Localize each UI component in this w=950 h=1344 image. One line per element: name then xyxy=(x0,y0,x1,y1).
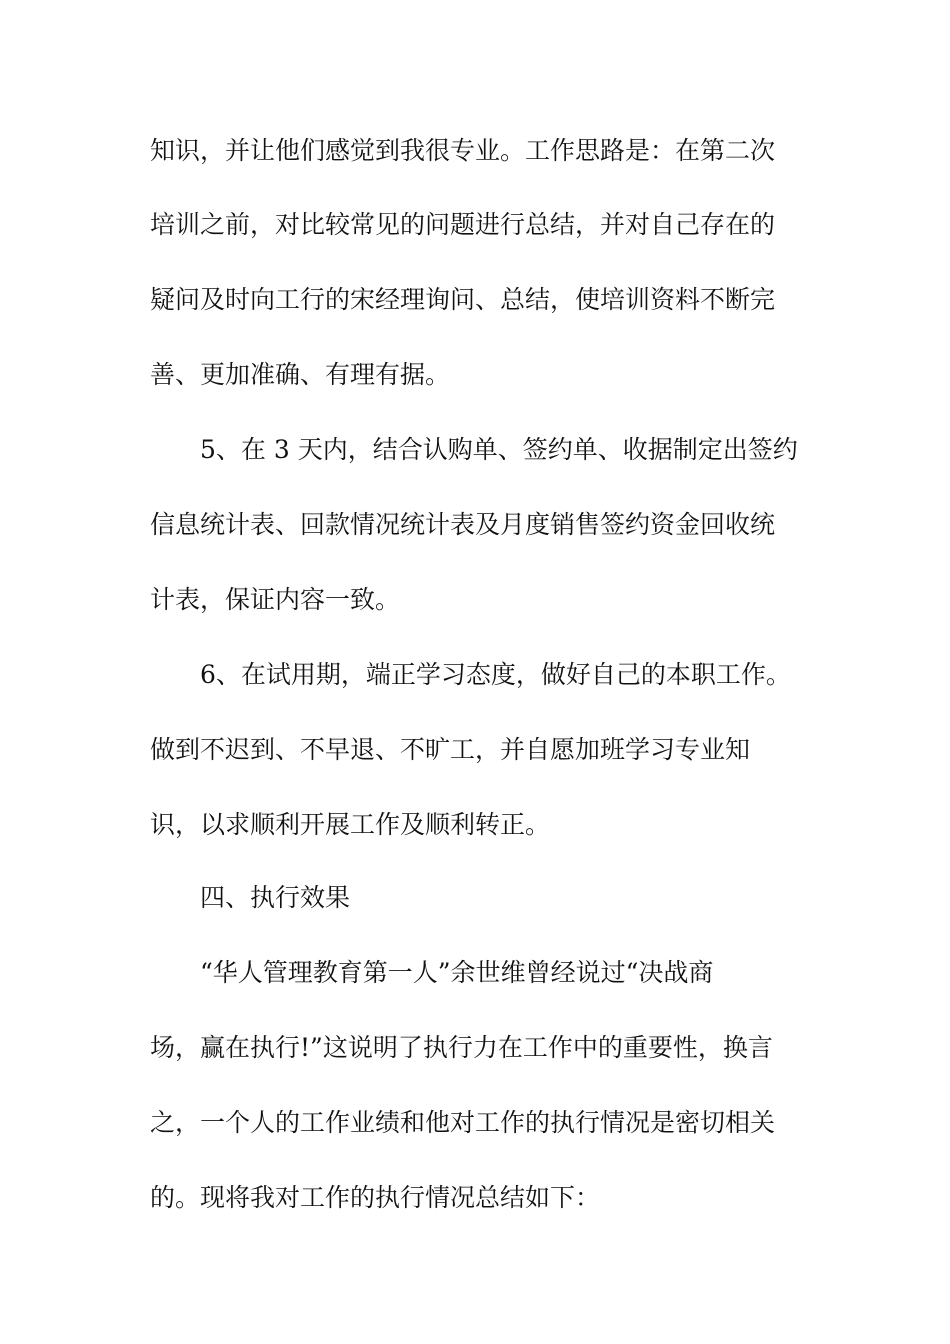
paragraph-item-6: 6、在试用期，端正学习态度，做好自己的本职工作。 xyxy=(200,660,791,689)
paragraph-item-5: 5、在 3 天内，结合认购单、签约单、收据制定出签约 xyxy=(200,435,798,464)
text-line: 善、更加准确、有理有据。 xyxy=(150,360,451,389)
text-line: 知识，并让他们感觉到我很专业。工作思路是：在第二次 xyxy=(150,136,776,165)
text-line: 做到不迟到、不早退、不旷工，并自愿加班学习专业知 xyxy=(150,735,751,764)
section-heading: 四、执行效果 xyxy=(200,883,351,912)
text-line: 的。现将我对工作的执行情况总结如下： xyxy=(150,1183,601,1212)
text-line: 信息统计表、回款情况统计表及月度销售签约资金回收统 xyxy=(150,510,776,539)
text-line: 疑问及时向工行的宋经理询问、总结，使培训资料不断完 xyxy=(150,285,776,314)
paragraph-quote-start: “华人管理教育第一人”余世维曾经说过“决战商 xyxy=(200,958,714,987)
text-line: 计表，保证内容一致。 xyxy=(150,585,401,614)
text-line: 场，赢在执行!”这说明了执行力在工作中的重要性，换言 xyxy=(150,1033,773,1062)
text-line: 培训之前，对比较常见的问题进行总结，并对自己存在的 xyxy=(150,210,776,239)
text-line: 识，以求顺利开展工作及顺利转正。 xyxy=(150,810,551,839)
text-line: 之，一个人的工作业绩和他对工作的执行情况是密切相关 xyxy=(150,1108,776,1137)
